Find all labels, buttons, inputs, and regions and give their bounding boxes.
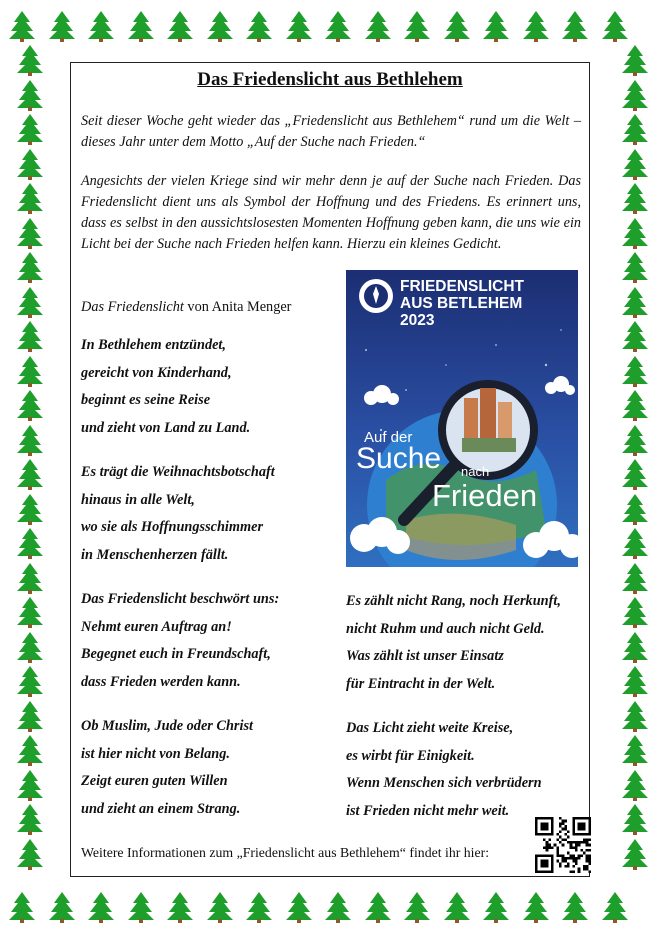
tree-icon (85, 10, 117, 47)
verse-line: ist hier nicht von Belang. (81, 745, 230, 762)
tree-icon (619, 182, 651, 219)
tree-icon (619, 79, 651, 116)
svg-text:Suche: Suche (356, 442, 442, 475)
intro-paragraph-2: Angesichts der vielen Kriege sind wir mehr denn je auf der Suche nach Frieden. Das Friedenslicht dient uns als Symbol der Hoffnung und des Friedens. Es erinnert uns, dass es selbst in den aussichtslosesten Momenten Hoffnung geben kann, die uns wie ein Licht bei der Suche nach Frieden helfen kann. Hierzu ein kleines Gedicht. (81, 173, 581, 252)
tree-icon (85, 891, 117, 928)
tree-icon (401, 10, 433, 47)
tree-icon (619, 769, 651, 806)
verse-line: hinaus in alle Welt, (81, 491, 195, 508)
verse-line: gereicht von Kinderhand, (81, 364, 232, 381)
tree-icon (619, 803, 651, 840)
verse-line: Es zählt nicht Rang, noch Herkunft, (346, 593, 561, 609)
tree-icon (46, 10, 78, 47)
tree-icon (204, 891, 236, 928)
tree-icon (619, 44, 651, 81)
tree-icon (14, 217, 46, 254)
tree-icon (204, 10, 236, 47)
tree-icon (14, 44, 46, 81)
tree-icon (14, 458, 46, 495)
tree-icon (619, 286, 651, 323)
tree-icon (14, 148, 46, 185)
tree-icon (520, 891, 552, 928)
tree-icon (559, 10, 591, 47)
tree-border-top (0, 10, 665, 44)
tree-icon (14, 596, 46, 633)
tree-icon (619, 562, 651, 599)
tree-icon (283, 891, 315, 928)
tree-icon (14, 286, 46, 323)
tree-icon (362, 891, 394, 928)
svg-text:Frieden: Frieden (432, 478, 538, 513)
tree-icon (619, 665, 651, 702)
verse-line: dass Frieden werden kann. (81, 673, 241, 690)
verse-line: für Eintracht in der Welt. (346, 675, 496, 692)
tree-icon (14, 320, 46, 357)
poster-artwork (346, 270, 578, 567)
tree-icon (520, 10, 552, 47)
svg-text:AUS BETLEHEM: AUS BETLEHEM (400, 295, 523, 312)
footer-info-text: Weitere Informationen zum „Friedenslicht aus Bethlehem“ findet ihr hier: (81, 845, 490, 860)
stanza-4 (81, 713, 253, 823)
page-title: Das Friedenslicht aus Bethlehem (197, 69, 463, 90)
tree-icon (619, 700, 651, 737)
qr-code[interactable] (535, 817, 591, 873)
tree-icon (125, 10, 157, 47)
verse-line: In Bethlehem entzündet, (81, 337, 226, 353)
svg-text:FRIEDENSLICHT: FRIEDENSLICHT (400, 278, 524, 295)
tree-icon (243, 891, 275, 928)
tree-icon (619, 389, 651, 426)
tree-icon (46, 891, 78, 928)
tree-icon (322, 10, 354, 47)
svg-text:2023: 2023 (400, 312, 435, 329)
verse-line: beginnt es seine Reise (81, 392, 211, 408)
tree-icon (14, 113, 46, 150)
tree-border-bottom (0, 891, 665, 925)
verse-line: Begegnet euch in Freundschaft, (81, 646, 271, 662)
friedenslicht-poster-image (346, 270, 578, 567)
tree-icon (14, 665, 46, 702)
tree-icon (619, 458, 651, 495)
tree-icon (619, 424, 651, 461)
tree-icon (362, 10, 394, 47)
tree-icon (619, 320, 651, 357)
stanza-3 (81, 586, 279, 696)
tree-icon (14, 389, 46, 426)
tree-icon (619, 596, 651, 633)
verse-line: Das Licht zieht weite Kreise, (346, 720, 514, 736)
tree-icon (243, 10, 275, 47)
verse-line: Zeigt euren guten Willen (81, 773, 228, 789)
svg-text:nach: nach (461, 464, 490, 479)
tree-icon (619, 217, 651, 254)
poem-heading (81, 299, 291, 316)
tree-icon (14, 803, 46, 840)
tree-icon (164, 10, 196, 47)
tree-icon (441, 10, 473, 47)
tree-icon (14, 700, 46, 737)
verse-line: Ob Muslim, Jude oder Christ (81, 718, 253, 734)
tree-icon (14, 355, 46, 392)
svg-text:Auf der: Auf der (364, 429, 413, 446)
tree-icon (401, 891, 433, 928)
qr-code-icon (535, 817, 591, 873)
tree-icon (14, 631, 46, 668)
stanza-2 (81, 459, 275, 569)
tree-icon (619, 493, 651, 530)
tree-icon (14, 424, 46, 461)
verse-line: und zieht an einem Strang. (81, 800, 241, 817)
tree-icon (14, 182, 46, 219)
tree-icon (480, 10, 512, 47)
intro-paragraph-1: Seit dieser Woche geht wieder das „Friedenslicht aus Bethlehem“ rund um die Welt – dieses Jahr unter dem Motto „Auf der Suche nach Frieden.“ (81, 113, 581, 150)
verse-line: nicht Ruhm und auch nicht Geld. (346, 620, 545, 637)
tree-icon (619, 838, 651, 875)
stanza-1 (81, 332, 250, 442)
stanza-6 (346, 715, 542, 825)
tree-icon (559, 891, 591, 928)
tree-icon (14, 838, 46, 875)
verse-line: in Menschenherzen fällt. (81, 546, 229, 563)
verse-line: Wenn Menschen sich verbrüdern (346, 775, 542, 791)
tree-icon (164, 891, 196, 928)
verse-line: wo sie als Hoffnungsschimmer (81, 519, 264, 535)
tree-icon (480, 891, 512, 928)
tree-icon (322, 891, 354, 928)
verse-line: ist Frieden nicht mehr weit. (346, 802, 510, 819)
verse-line: und zieht von Land zu Land. (81, 419, 251, 436)
tree-icon (14, 769, 46, 806)
tree-icon (125, 891, 157, 928)
tree-icon (283, 10, 315, 47)
tree-icon (14, 734, 46, 771)
tree-icon (14, 251, 46, 288)
tree-icon (14, 493, 46, 530)
tree-icon (619, 113, 651, 150)
tree-icon (14, 79, 46, 116)
verse-line: Es trägt die Weihnachtsbotschaft (81, 464, 275, 480)
verse-line: Das Friedenslicht beschwört uns: (81, 591, 280, 607)
tree-icon (14, 562, 46, 599)
verse-line: Was zählt ist unser Einsatz (346, 648, 504, 664)
tree-icon (619, 631, 651, 668)
verse-line: Nehmt euren Auftrag an! (81, 618, 232, 635)
stanza-5 (346, 588, 561, 698)
tree-border-left (14, 0, 48, 935)
tree-border-right (619, 0, 653, 935)
tree-icon (619, 734, 651, 771)
tree-icon (619, 527, 651, 564)
content-frame (70, 62, 590, 877)
poem-author: von Anita Menger (183, 299, 292, 315)
tree-icon (619, 251, 651, 288)
tree-icon (619, 148, 651, 185)
poem-title: Das Friedenslicht (81, 299, 184, 315)
tree-icon (14, 527, 46, 564)
verse-line: es wirbt für Einigkeit. (346, 747, 475, 764)
tree-icon (441, 891, 473, 928)
tree-icon (619, 355, 651, 392)
